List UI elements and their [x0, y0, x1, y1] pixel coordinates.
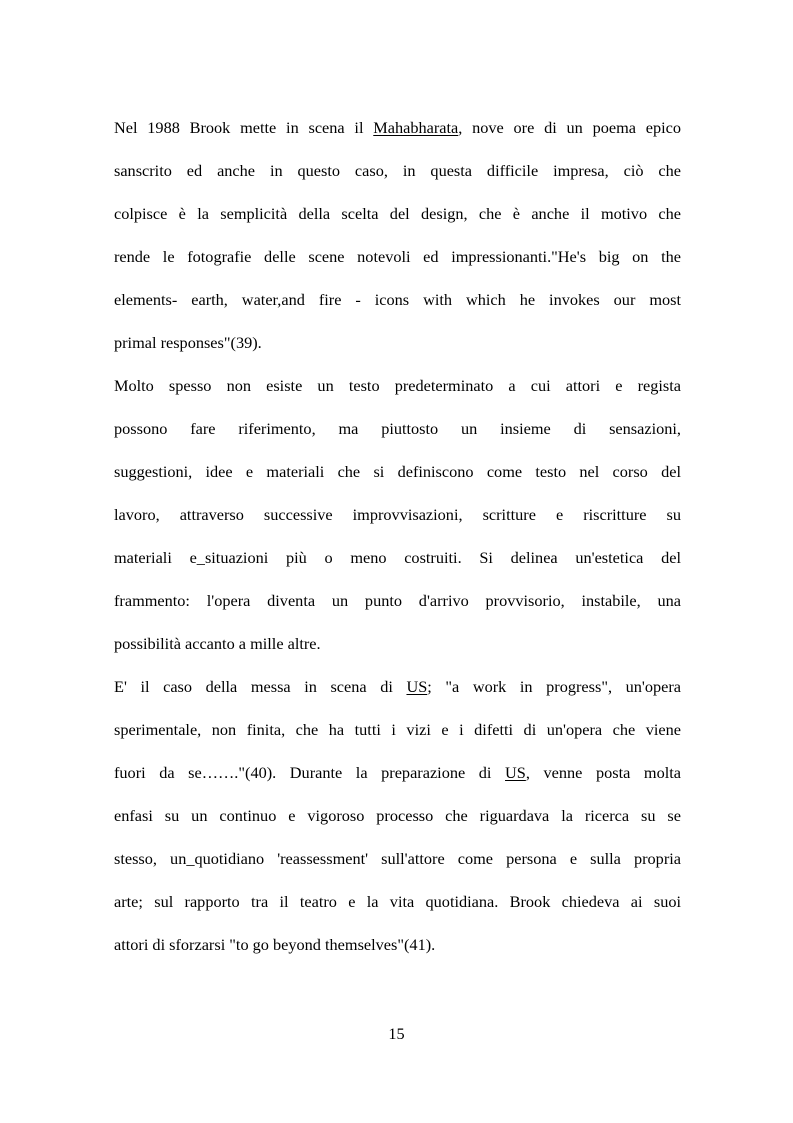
text-segment: E' il caso della messa in scena di — [114, 677, 407, 696]
text-line — [114, 278, 681, 321]
text-line — [114, 450, 681, 493]
text-segment: , nove ore di un poema epico — [458, 118, 682, 137]
page-number: 15 — [388, 1024, 405, 1043]
text-segment: lavoro, attraverso successive improvvisazioni, scritture e riscritture su — [114, 505, 681, 524]
text-line — [114, 837, 681, 880]
text-line — [114, 106, 681, 149]
underlined-title: Mahabharata — [373, 118, 459, 137]
text-segment: frammento: l'opera diventa un punto d'arrivo provvisorio, instabile, una — [114, 591, 681, 610]
text-line — [114, 321, 681, 364]
text-line — [114, 149, 681, 192]
text-line — [114, 536, 681, 579]
text-segment: sanscrito ed anche in questo caso, in questa difficile impresa, ciò che — [114, 161, 681, 180]
text-line — [114, 665, 681, 708]
text-line — [114, 364, 681, 407]
underlined-title: US — [406, 677, 428, 696]
text-line — [114, 708, 681, 751]
text-segment: stesso, un_quotidiano 'reassessment' sull'attore come persona e sulla propria — [114, 849, 681, 868]
body-text — [114, 106, 681, 966]
text-segment: possibilità accanto a mille altre. — [114, 634, 321, 653]
text-segment: rende le fotografie delle scene notevoli ed impressionanti."He's big on the — [114, 247, 681, 266]
text-line — [114, 235, 681, 278]
text-segment: primal responses"(39). — [114, 333, 262, 352]
text-segment: suggestioni, idee e materiali che si definiscono come testo nel corso del — [114, 462, 681, 481]
text-segment: possono fare riferimento, ma piuttosto un insieme di sensazioni, — [114, 419, 681, 438]
text-line — [114, 493, 681, 536]
text-segment: fuori da se……."(40). Durante la preparazione di — [114, 763, 506, 782]
text-segment: arte; sul rapporto tra il teatro e la vita quotidiana. Brook chiedeva ai suoi — [114, 892, 681, 911]
text-segment: attori di sforzarsi "to go beyond themselves"(41). — [114, 935, 436, 954]
text-segment: Nel 1988 Brook mette in scena il — [114, 118, 374, 137]
text-line — [114, 579, 681, 622]
text-segment: elements- earth, water,and fire - icons with which he invokes our most — [114, 290, 681, 309]
text-line — [114, 794, 681, 837]
text-line — [114, 622, 681, 665]
underlined-title: US — [505, 763, 526, 782]
text-segment: enfasi su un continuo e vigoroso processo che riguardava la ricerca su se — [114, 806, 681, 825]
text-segment: Molto spesso non esiste un testo predeterminato a cui attori e regista — [114, 376, 681, 395]
text-segment: sperimentale, non finita, che ha tutti i vizi e i difetti di un'opera che viene — [114, 720, 681, 739]
text-line — [114, 192, 681, 235]
text-line — [114, 407, 681, 450]
text-segment: colpisce è la semplicità della scelta del design, che è anche il motivo che — [114, 204, 681, 223]
text-line — [114, 880, 681, 923]
text-segment: , venne posta molta — [525, 763, 681, 782]
text-line — [114, 923, 681, 966]
text-line — [114, 751, 681, 794]
text-segment: ; "a work in progress", un'opera — [427, 677, 681, 696]
text-segment: materiali e_situazioni più o meno costruiti. Si delinea un'estetica del — [114, 548, 681, 567]
